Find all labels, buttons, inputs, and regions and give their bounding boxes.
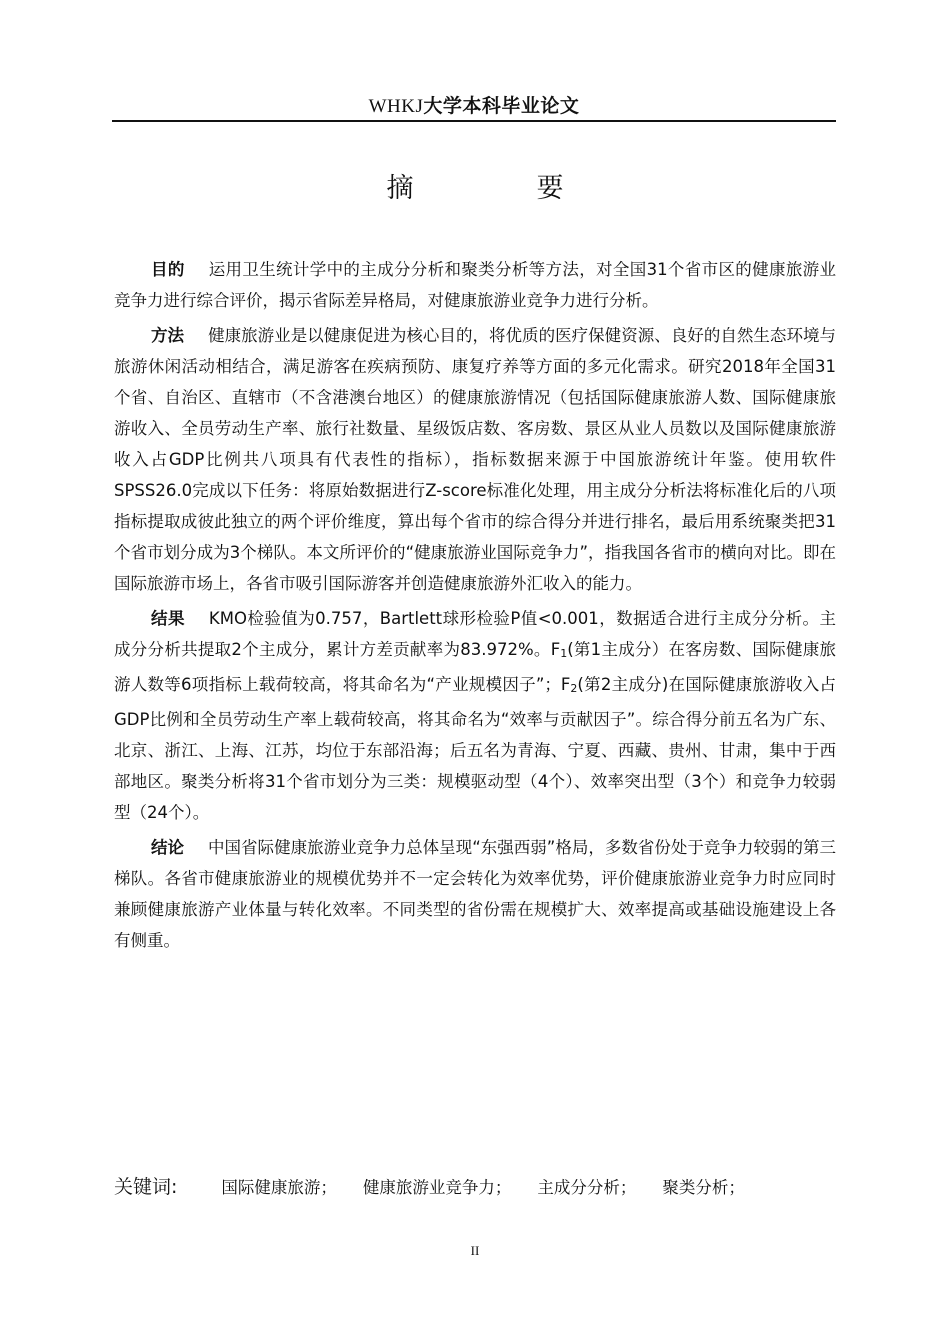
- result-text-2: (第1主成分）在客房数、国际健康旅游人数等6项指标上载荷较高，将其命名为“产业规模因子”；F: [114, 640, 836, 694]
- method-text: 健康旅游业是以健康促进为核心目的，将优质的医疗保健资源、良好的自然生态环境与旅游休闲活动相结合，满足游客在疾病预防、康复疗养等方面的多元化需求。研究2018年全国31个省、自治区、直辖市（不含港澳台地区）的健康旅游情况（包括国际健康旅游人数、国际健康旅游收入、全员劳动生产率、旅行社数量、星级饭店数、客房数、景区从业人员数以及国际健康旅游收入占GDP比例共八项具有代表性的指标），指标数据来源于中国旅游统计年鉴。使用软件SPSS26.0完成以下任务：将原始数据进行Z-score标准化处理，用主成分分析法将标准化后的八项指标提取成彼此独立的两个评价维度，算出每个省市的综合得分并进行排名，最后用系统聚类把31个省市划分成为3个梯队。本文所评价的“健康旅游业国际竞争力”，指我国各省市的横向对比。即在国际旅游市场上，各省市吸引国际游客并创造健康旅游外汇收入的能力。: [114, 326, 837, 593]
- keywords-label: 关键词:: [114, 1176, 178, 1198]
- purpose-label: 目的: [151, 260, 185, 279]
- keyword-item: 国际健康旅游；: [221, 1178, 337, 1197]
- method-label: 方法: [151, 326, 185, 345]
- abstract-title: 摘 要: [386, 173, 612, 204]
- conclusion-label: 结论: [151, 838, 185, 857]
- purpose-text: 运用卫生统计学中的主成分分析和聚类分析等方法，对全国31个省市区的健康旅游业竞争力进行综合评价，揭示省际差异格局，对健康旅游业竞争力进行分析。: [114, 260, 836, 310]
- result-text-3: (第2主成分)在国际健康旅游收入占GDP比例和全员劳动生产率上载荷较高，将其命名为“效率与贡献因子”。综合得分前五名为广东、北京、浙江、上海、江苏，均位于东部沿海；后五名为青海、宁夏、西藏、贵州、甘肃，集中于西部地区。聚类分析将31个省市划分为三类：规模驱动型（4个）、效率突出型（3个）和竞争力较弱型（24个）。: [114, 675, 836, 822]
- conclusion-text: 中国省际健康旅游业竞争力总体呈现“东强西弱”格局，多数省份处于竞争力较弱的第三梯队。各省市健康旅游业的规模优势并不一定会转化为效率优势，评价健康旅游业竞争力时应同时兼顾健康旅游产业体量与转化效率。不同类型的省份需在规模扩大、效率提高或基础设施建设上各有侧重。: [114, 838, 836, 950]
- header-title: 大学本科毕业论文: [423, 95, 580, 117]
- result-text-1: KMO检验值为0.757，Bartlett球形检验P值<0.001，数据适合进行主成分分析。主成分分析共提取2个主成分，累计方差贡献率为83.972%。F: [114, 609, 836, 659]
- keyword-item: 聚类分析；: [662, 1178, 745, 1197]
- abstract-body: [114, 254, 836, 960]
- header-latin: WHKJ: [368, 96, 424, 117]
- result-subscript-1: 1: [560, 647, 568, 660]
- keywords-line: [114, 1172, 836, 1203]
- result-paragraph: [114, 603, 836, 828]
- method-paragraph: [114, 320, 836, 599]
- header-text: [369, 95, 580, 117]
- keyword-item: 主成分分析；: [537, 1178, 637, 1197]
- result-subscript-2: 2: [570, 682, 578, 695]
- result-label: 结果: [151, 609, 185, 628]
- keyword-item: 健康旅游业竞争力；: [362, 1178, 512, 1197]
- running-header: [112, 94, 836, 122]
- purpose-paragraph: [114, 254, 836, 316]
- page-number: II: [470, 1243, 480, 1258]
- conclusion-paragraph: [114, 832, 836, 956]
